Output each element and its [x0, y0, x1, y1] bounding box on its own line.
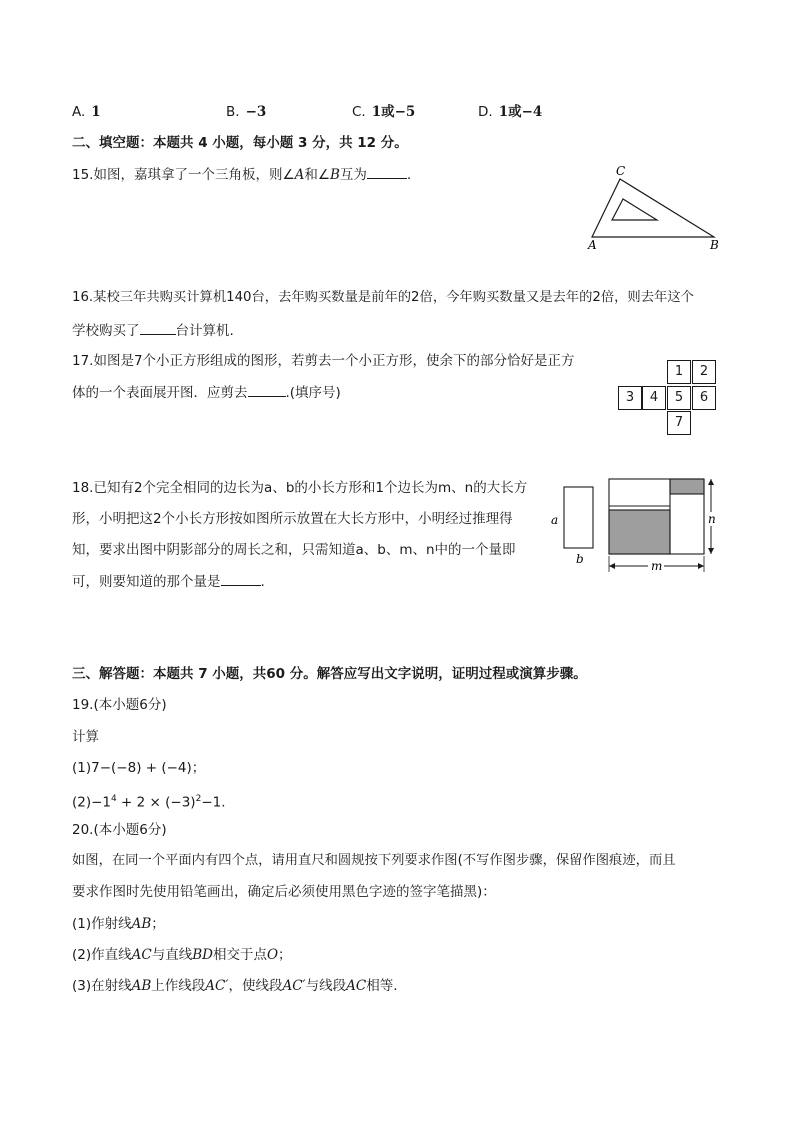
net-cell-7: 7 — [667, 411, 691, 435]
question-18-line1: 18.已知有2个完全相同的边长为a、b的小长方形和1个边长为m、n的大长方 — [72, 480, 528, 496]
net-cell-1: 1 — [667, 360, 691, 384]
q20-p3-mid2: ，使线段 — [228, 978, 283, 994]
q15-after: 互为 — [339, 167, 367, 183]
q20-p3-m3: AC′ — [282, 978, 306, 994]
answer-blank[interactable] — [221, 571, 261, 586]
label-b: b — [576, 552, 584, 566]
q16-text: 学校购买了 — [72, 323, 140, 339]
option-letter: B. — [226, 104, 240, 120]
section-title-solve: 三、解答题：本题共 7 小题，共60 分。解答应写出文字说明，证明过程或演算步骤。 — [72, 666, 587, 682]
arrow-left-icon — [609, 563, 615, 569]
label-n: n — [708, 512, 716, 526]
question-20-header: 20.(本小题6分) — [72, 822, 167, 838]
option-letter: A. — [72, 104, 86, 120]
net-cell-3: 3 — [618, 386, 642, 410]
q15-mid: 和∠ — [304, 167, 330, 183]
triangle-figure — [584, 160, 724, 255]
question-20-line2: 要求作图时先使用铅笔画出，确定后必须使用黑色字迹的签字笔描黑)： — [72, 884, 496, 900]
label-m: m — [651, 559, 663, 573]
q15-angle-b: B — [329, 167, 340, 183]
question-16-line2 — [72, 320, 234, 341]
net-cell-4: 4 — [642, 386, 666, 410]
net-cell-2: 2 — [692, 360, 716, 384]
q20-p2-mid2: 相交于点 — [212, 947, 267, 963]
q20-p3-mid: 上作线段 — [151, 978, 206, 994]
shaded-region-left — [609, 510, 670, 554]
q20-p2-m1: AC — [131, 947, 152, 963]
question-18-line2: 形，小明把这2个小长方形按如图所示放置在大长方形中，小明经过推理得 — [72, 511, 513, 527]
question-17-line1: 17.如图是7个小正方形组成的图形，若剪去一个小正方形，使余下的部分恰好是正方 — [72, 353, 575, 369]
arrow-down-icon — [708, 548, 714, 554]
question-19-intro: 计算 — [72, 729, 99, 745]
label-b: B — [710, 238, 719, 252]
q18-text: 可，则要知道的那个量是 — [72, 574, 221, 590]
net-cell-6: 6 — [692, 386, 716, 410]
q20-p3-m1: AB — [131, 978, 152, 994]
section-title-fill-in: 二、填空题：本题共 4 小题，每小题 3 分，共 12 分。 — [72, 135, 408, 151]
q19-exp2: 2 — [195, 794, 202, 804]
option-value: −3 — [245, 104, 267, 120]
q20-p3-m2: AC′ — [205, 978, 229, 994]
question-20-line1: 如图，在同一个平面内有四个点，请用直尺和圆规按下列要求作图(不写作图步骤，保留作图痕迹，而且 — [72, 853, 676, 868]
answer-blank[interactable] — [248, 382, 286, 397]
option-b — [226, 102, 266, 122]
q15-angle-a: A — [294, 167, 305, 183]
question-19-header: 19.(本小题6分) — [72, 697, 167, 713]
q20-p3-before: (3)在射线 — [72, 978, 132, 994]
q19-p2-after: −1. — [201, 794, 226, 811]
option-a — [72, 102, 101, 122]
q20-p2-after: ； — [278, 947, 292, 963]
shaded-region-top-right — [670, 479, 704, 494]
option-value: 1 — [91, 104, 101, 120]
question-20-part3 — [72, 976, 398, 996]
q16-after: 台计算机. — [175, 323, 234, 339]
net-cell-5: 5 — [667, 386, 691, 410]
option-value: 1或−4 — [498, 104, 543, 120]
question-20-part1 — [72, 914, 165, 934]
question-19-part2 — [72, 789, 226, 813]
q20-p2-m3: O — [266, 947, 279, 963]
q19-p2-mid: + 2 × (−3) — [116, 794, 196, 811]
cube-net-figure — [618, 360, 718, 436]
label-c: C — [616, 164, 626, 178]
question-16-line1: 16.某校三年共购买计算机140台，去年购买数量是前年的2倍，今年购买数量又是去年的2倍，则去年这个 — [72, 290, 694, 305]
option-c — [352, 102, 415, 122]
question-15 — [72, 164, 411, 185]
q17-text: 体的一个表面展开图．应剪去 — [72, 385, 248, 401]
q20-p2-m2: BD — [192, 947, 213, 963]
q19-p2-before: (2)−1 — [72, 794, 112, 811]
answer-blank[interactable] — [367, 164, 407, 179]
q20-p2-mid: 与直线 — [151, 947, 193, 963]
label-a: a — [551, 513, 559, 527]
q15-end: . — [406, 167, 412, 183]
arrow-up-icon — [708, 479, 714, 485]
triangle-outer — [592, 179, 714, 237]
small-rectangle — [564, 487, 593, 548]
option-letter: D. — [478, 104, 493, 120]
q20-p3-mid3: 与线段 — [305, 978, 347, 994]
question-19-part1: (1)7−(−8) + (−4)； — [72, 760, 206, 776]
label-a: A — [588, 238, 597, 252]
option-letter: C. — [352, 104, 366, 120]
q17-after: .(填序号) — [285, 385, 341, 401]
q20-p1-after: ； — [151, 916, 165, 932]
question-18-line3: 知，要求出图中阴影部分的周长之和，只需知道a、b、m、n中的一个量即 — [72, 542, 516, 558]
q19-exp1: 4 — [111, 794, 117, 804]
q20-p1-math: AB — [131, 916, 152, 932]
question-18-line4 — [72, 571, 265, 592]
q20-p1-before: (1)作射线 — [72, 916, 132, 932]
q18-after: . — [260, 574, 265, 590]
triangle-inner — [612, 199, 657, 220]
option-value: 1或−5 — [371, 104, 416, 120]
q15-text: 15.如图，嘉琪拿了一个三角板，则∠ — [72, 167, 295, 183]
arrow-right-icon — [698, 563, 704, 569]
answer-blank[interactable] — [140, 320, 176, 335]
question-17-line2 — [72, 382, 341, 403]
q20-p3-m4: AC — [346, 978, 367, 994]
rectangles-figure — [545, 474, 725, 580]
q20-p2-before: (2)作直线 — [72, 947, 132, 963]
option-d — [478, 102, 542, 122]
question-20-part2 — [72, 945, 292, 965]
q20-p3-after: 相等. — [366, 978, 398, 994]
